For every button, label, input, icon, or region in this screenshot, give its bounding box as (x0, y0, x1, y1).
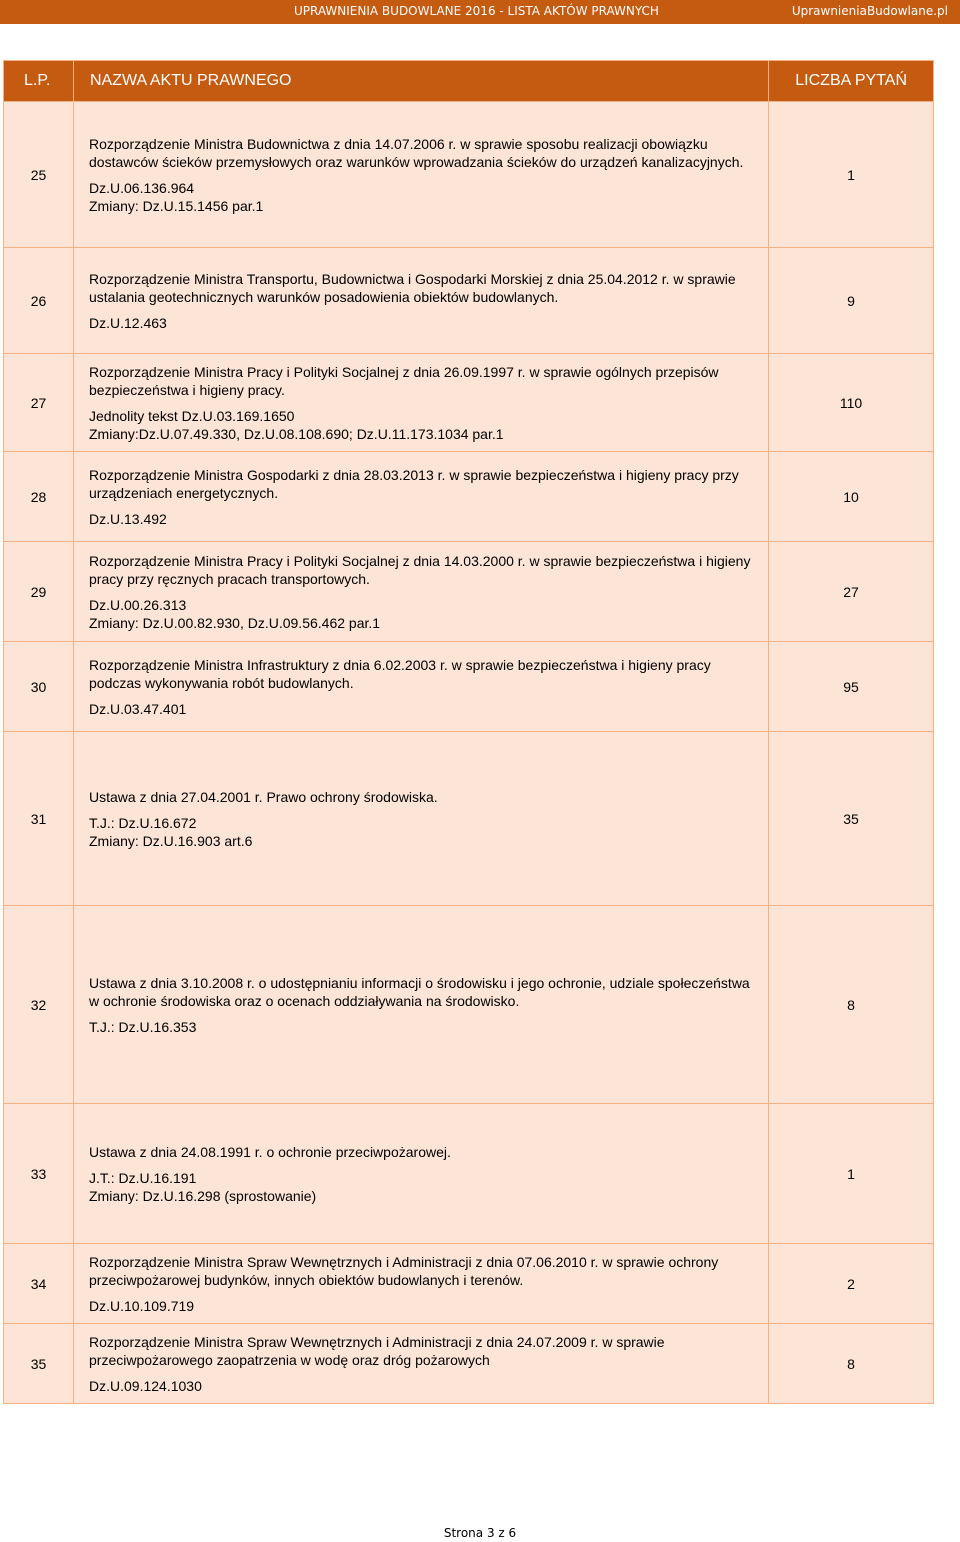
act-reference: Dz.U.03.47.401 (89, 700, 187, 717)
act-description (74, 1104, 769, 1244)
row-number: 34 (4, 1244, 74, 1324)
question-count: 110 (769, 354, 934, 452)
page-header (0, 0, 960, 24)
act-title: Ustawa z dnia 27.04.2001 r. Prawo ochrony środowiska. (89, 788, 438, 805)
act-reference: Dz.U.10.109.719 (89, 1297, 195, 1314)
act-reference: J.T.: Dz.U.16.191 (89, 1169, 197, 1186)
column-header-count: LICZBA PYTAŃ (769, 61, 934, 102)
act-description (74, 452, 769, 542)
act-reference: Zmiany: Dz.U.00.82.930, Dz.U.09.56.462 par.1 (89, 614, 381, 631)
question-count: 1 (769, 1104, 934, 1244)
question-count: 8 (769, 906, 934, 1104)
act-title: Rozporządzenie Ministra Pracy i Polityki Socjalnej z dnia 14.03.2000 r. w sprawie bezpieczeństwa i higieny pracy przy ręcznych pracach transportowych. (89, 552, 751, 587)
act-title: Rozporządzenie Ministra Infrastruktury z dnia 6.02.2003 r. w sprawie bezpieczeństwa i higieny pracy podczas wykonywania robót budowlanych. (89, 656, 711, 691)
act-description (74, 542, 769, 642)
table-row (4, 102, 934, 248)
question-count: 10 (769, 452, 934, 542)
table-row (4, 732, 934, 906)
table-row (4, 248, 934, 354)
row-number: 25 (4, 102, 74, 248)
page-number: Strona 3 z 6 (443, 1526, 517, 1540)
act-title: Rozporządzenie Ministra Budownictwa z dnia 14.07.2006 r. w sprawie sposobu realizacji obowiązku dostawców ścieków przemysłowych oraz warunków wprowadzania ścieków do urządzeń kanalizacyjnych. (89, 135, 744, 170)
act-reference: Zmiany: Dz.U.15.1456 par.1 (89, 197, 264, 214)
act-reference: Zmiany:Dz.U.07.49.330, Dz.U.08.108.690; Dz.U.11.173.1034 par.1 (89, 425, 504, 442)
site-name: UprawnieniaBudowlane.pl (791, 4, 948, 18)
act-description (74, 642, 769, 732)
act-title: Ustawa z dnia 24.08.1991 r. o ochronie przeciwpożarowej. (89, 1143, 451, 1160)
act-description (74, 1244, 769, 1324)
table-row (4, 1244, 934, 1324)
row-number: 33 (4, 1104, 74, 1244)
question-count: 8 (769, 1324, 934, 1404)
table-row (4, 354, 934, 452)
row-number: 35 (4, 1324, 74, 1404)
table-row (4, 1324, 934, 1404)
row-number: 32 (4, 906, 74, 1104)
act-reference: Jednolity tekst Dz.U.03.169.1650 (89, 407, 295, 424)
row-number: 29 (4, 542, 74, 642)
act-reference: Dz.U.09.124.1030 (89, 1377, 202, 1394)
table-row (4, 1104, 934, 1244)
act-title: Rozporządzenie Ministra Transportu, Budownictwa i Gospodarki Morskiej z dnia 25.04.2012 r. w sprawie ustalania geotechnicznych warunków posadowienia obiektów budowlanych. (89, 270, 736, 305)
column-header-name: NAZWA AKTU PRAWNEGO (74, 61, 769, 102)
act-reference: Dz.U.00.26.313 (89, 596, 187, 613)
column-header-lp: L.P. (4, 61, 74, 102)
table-header-row (4, 61, 934, 102)
row-number: 30 (4, 642, 74, 732)
act-title: Rozporządzenie Ministra Pracy i Polityki Socjalnej z dnia 26.09.1997 r. w sprawie ogólnych przepisów bezpieczeństwa i higieny pracy. (89, 363, 719, 398)
question-count: 9 (769, 248, 934, 354)
question-count: 95 (769, 642, 934, 732)
act-title: Rozporządzenie Ministra Spraw Wewnętrznych i Administracji z dnia 24.07.2009 r. w sprawie przeciwpożarowego zaopatrzenia w wodę oraz dróg pożarowych (89, 1333, 665, 1368)
row-number: 26 (4, 248, 74, 354)
row-number: 28 (4, 452, 74, 542)
act-description (74, 102, 769, 248)
table-row (4, 906, 934, 1104)
document-title: UPRAWNIENIA BUDOWLANE 2016 - LISTA AKTÓW PRAWNYCH (294, 4, 659, 18)
question-count: 2 (769, 1244, 934, 1324)
row-number: 27 (4, 354, 74, 452)
table-row (4, 452, 934, 542)
question-count: 35 (769, 732, 934, 906)
act-reference: T.J.: Dz.U.16.353 (89, 1018, 197, 1035)
act-reference: Zmiany: Dz.U.16.298 (sprostowanie) (89, 1187, 317, 1204)
table-row (4, 542, 934, 642)
act-description (74, 1324, 769, 1404)
act-title: Rozporządzenie Ministra Gospodarki z dnia 28.03.2013 r. w sprawie bezpieczeństwa i higieny pracy przy urządzeniach energetycznych. (89, 466, 739, 501)
act-description (74, 354, 769, 452)
act-reference: Dz.U.13.492 (89, 510, 167, 527)
act-title: Ustawa z dnia 3.10.2008 r. o udostępnianiu informacji o środowisku i jego ochronie, udziale społeczeństwa w ochronie środowiska oraz o ocenach oddziaływania na środowisko. (89, 974, 750, 1009)
act-title: Rozporządzenie Ministra Spraw Wewnętrznych i Administracji z dnia 07.06.2010 r. w sprawie ochrony przeciwpożarowej budynków, innych obiektów budowlanych i terenów. (89, 1253, 719, 1288)
question-count: 27 (769, 542, 934, 642)
act-reference: T.J.: Dz.U.16.672 (89, 814, 197, 831)
legal-acts-table (3, 60, 934, 1404)
act-description (74, 906, 769, 1104)
act-description (74, 248, 769, 354)
act-reference: Dz.U.12.463 (89, 314, 167, 331)
row-number: 31 (4, 732, 74, 906)
question-count: 1 (769, 102, 934, 248)
act-reference: Zmiany: Dz.U.16.903 art.6 (89, 832, 253, 849)
act-reference: Dz.U.06.136.964 (89, 179, 195, 196)
act-description (74, 732, 769, 906)
table-row (4, 642, 934, 732)
